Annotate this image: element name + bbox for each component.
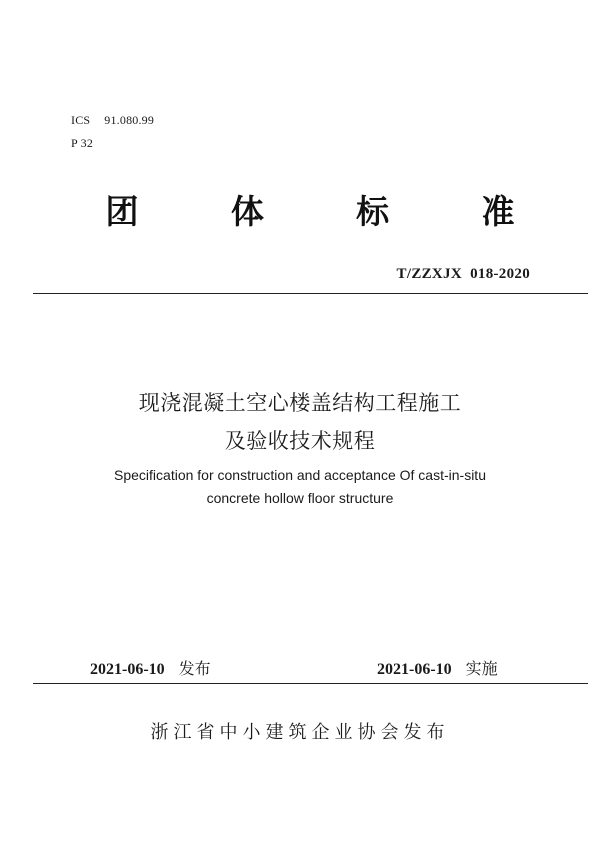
ics-number: 91.080.99 [104,113,155,127]
doc-type-char: 体 [230,192,264,231]
issue-date-block [90,656,211,679]
title-cn-line-1: 现浇混凝土空心楼盖结构工程施工 [138,391,462,415]
issue-label: 发布 [178,659,211,678]
ics-label: ICS [71,113,91,127]
title-en-line-2: concrete hollow floor structure [206,490,394,506]
issue-date: 2021-06-10 [90,661,165,678]
publisher: 浙江省中小建筑企业协会发布 [150,722,450,743]
top-divider [33,293,588,294]
title-en-line-1: Specification for construction and acceptance Of cast-in-situ [114,467,486,483]
implement-date: 2021-06-10 [377,661,452,678]
standard-number: T/ZZXJX 018-2020 [396,266,530,282]
doc-type-char: 标 [356,192,390,231]
doc-type-char: 团 [105,192,139,231]
implement-label: 实施 [465,659,498,678]
ics-code [71,113,154,128]
doc-type-char: 准 [481,192,515,231]
ccs-code: P 32 [71,136,94,150]
bottom-divider [33,683,588,684]
document-type-heading [100,186,520,233]
title-cn-line-2: 及验收技术规程 [224,429,376,453]
implement-date-block [377,656,498,679]
